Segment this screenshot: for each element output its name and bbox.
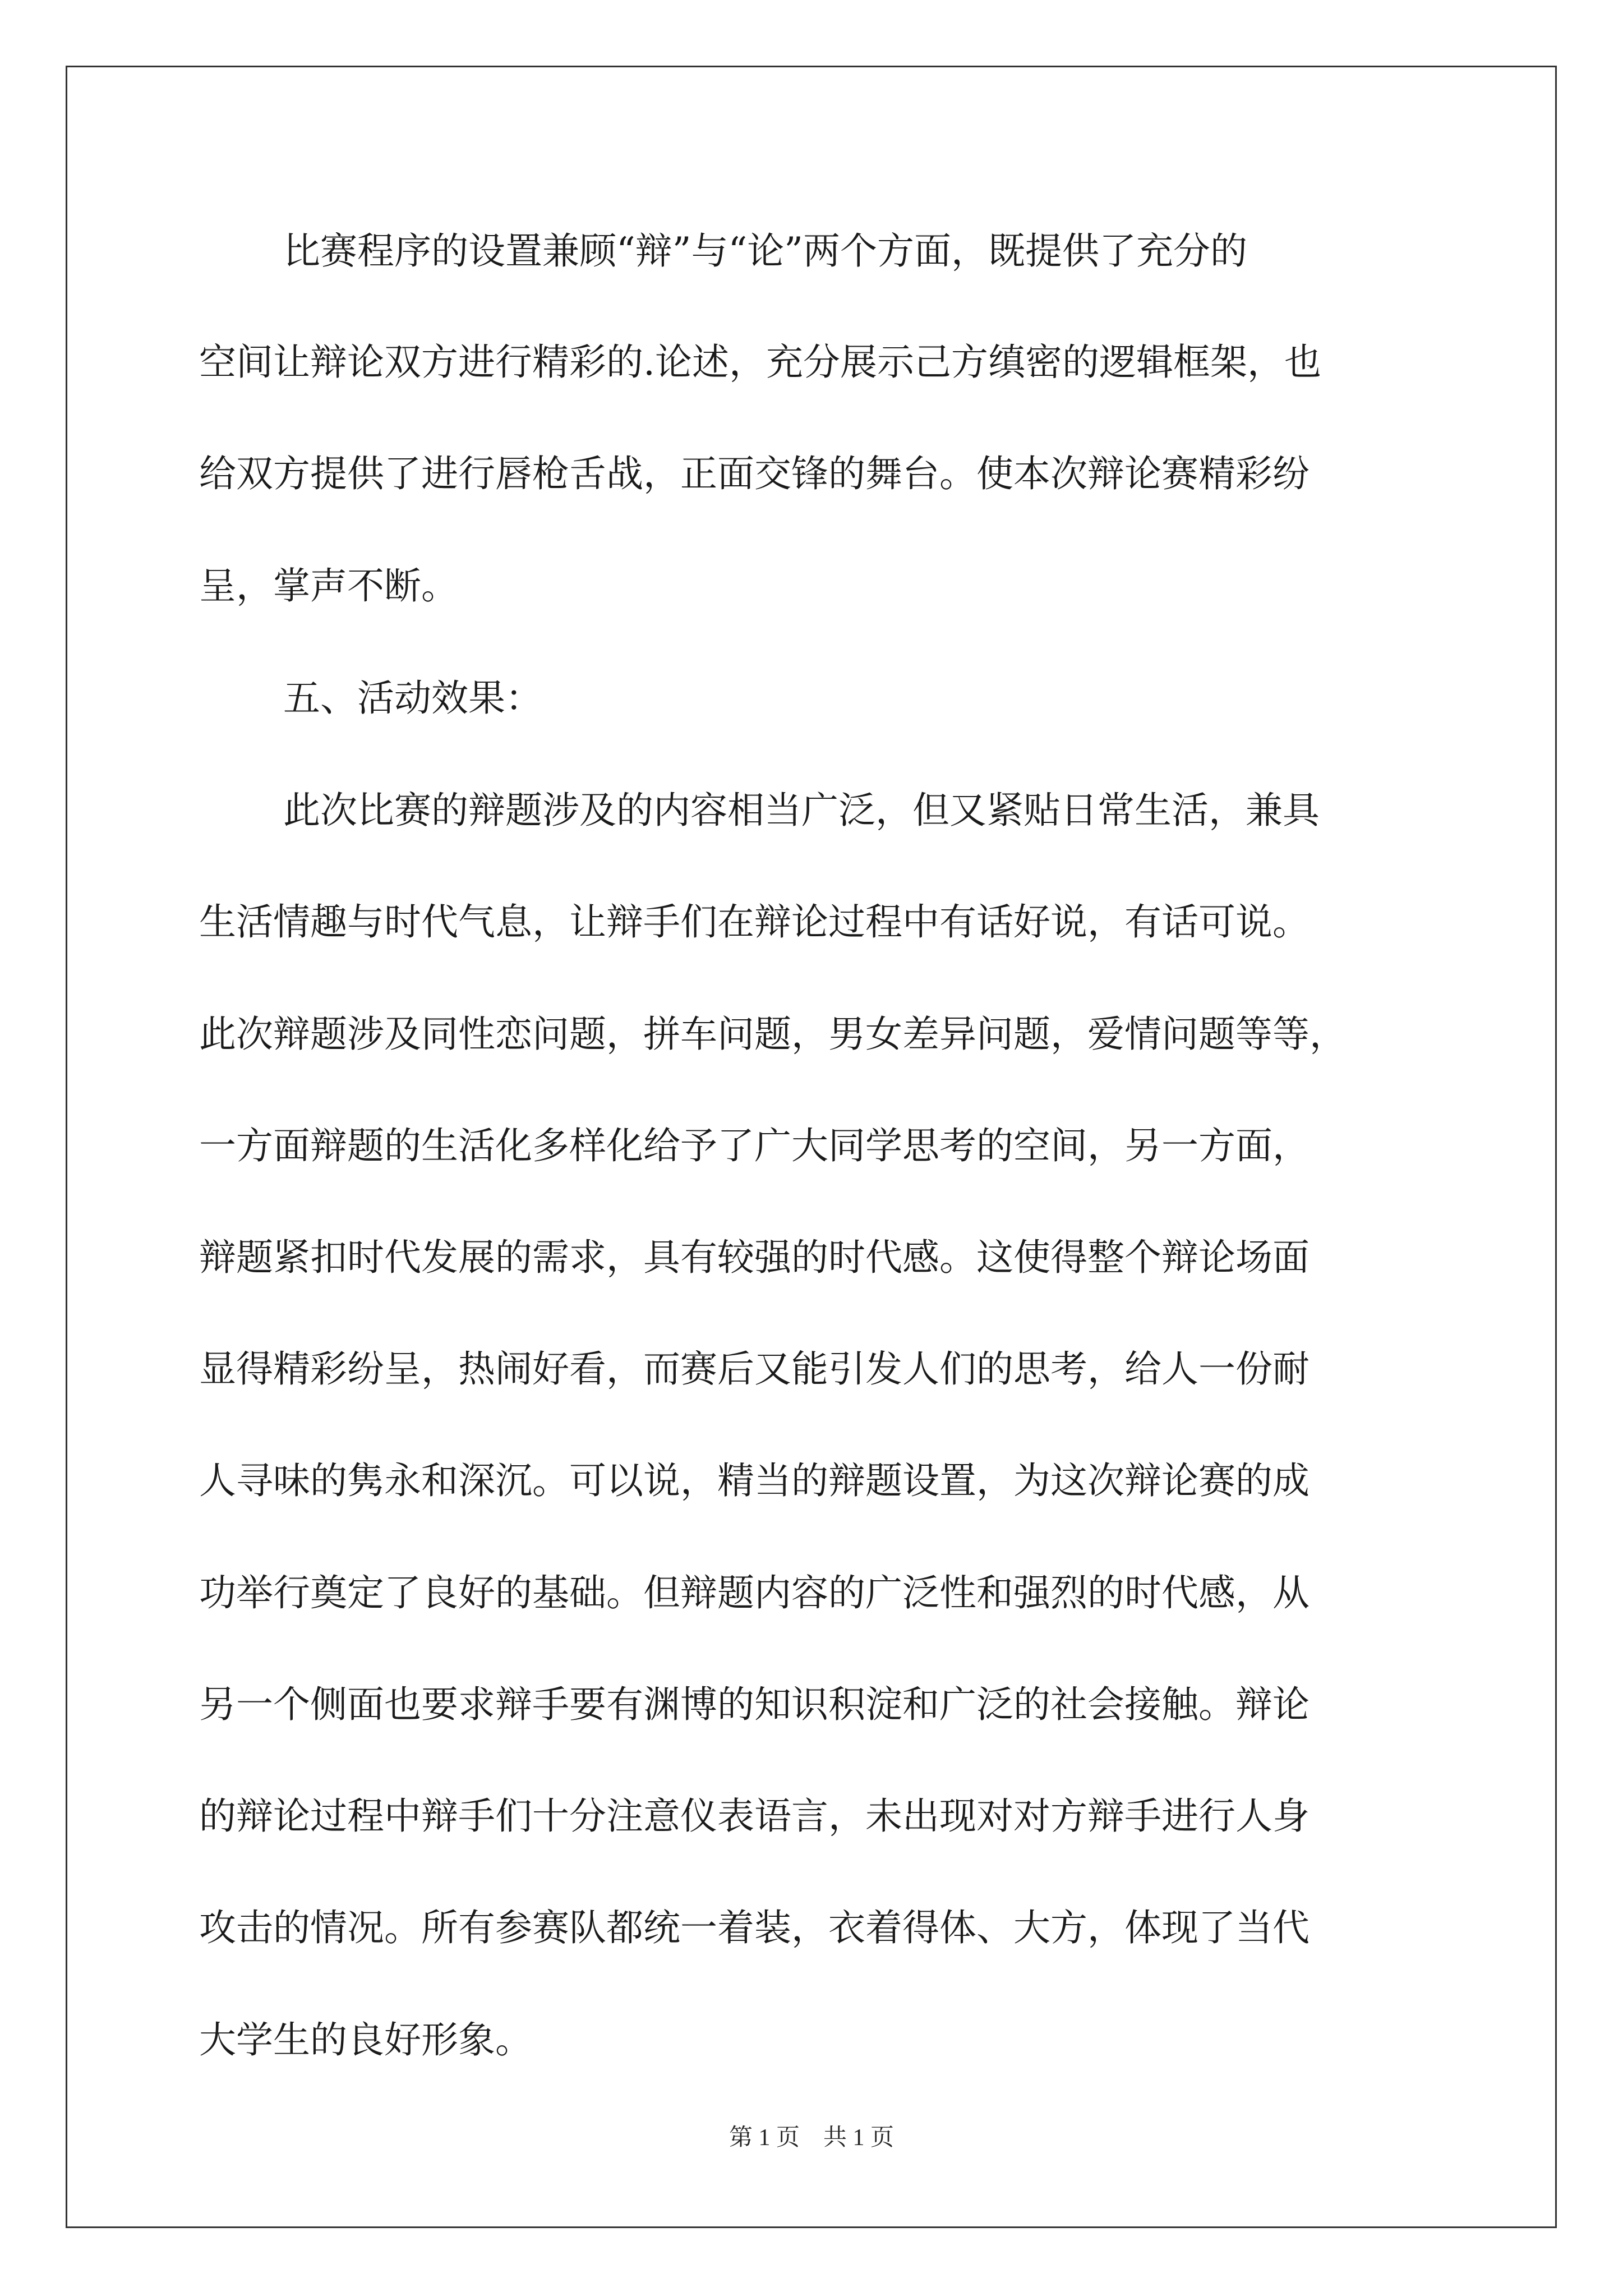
paragraph-2-line-10: 的辩论过程中辩手们十分注意仪表语言，未出现对对方辩手进行人身	[199, 1795, 1310, 1838]
paragraph-1-line-1: 比赛程序的设置兼顾“辩”与“论”两个方面，既提供了充分的	[283, 229, 1247, 273]
section-heading: 五、活动效果：	[283, 677, 542, 720]
paragraph-2-line-2: 生活情趣与时代气息，让辩手们在辩论过程中有话好说，有话可说。	[199, 900, 1310, 944]
paragraph-1-line-2: 空间让辩论双方进行精彩的.论述，充分展示己方缜密的逻辑框架，也	[199, 341, 1321, 384]
paragraph-2-line-11: 攻击的情况。所有参赛队都统一着装，衣着得体、大方，体现了当代	[199, 1906, 1310, 1949]
paragraph-2-line-1: 此次比赛的辩题涉及的内容相当广泛，但又紧贴日常生活，兼具	[283, 789, 1320, 832]
page-number-footer: 第 1 页 共 1 页	[728, 2125, 894, 2151]
paragraph-2-line-5: 辩题紧扣时代发展的需求，具有较强的时代感。这使得整个辩论场面	[199, 1236, 1310, 1279]
paragraph-1-line-4: 呈，掌声不断。	[199, 564, 458, 608]
paragraph-2-line-9: 另一个侧面也要求辩手要有渊博的知识积淀和广泛的社会接触。辩论	[199, 1683, 1310, 1726]
paragraph-2-line-8: 功举行奠定了良好的基础。但辩题内容的广泛性和强烈的时代感，从	[199, 1571, 1310, 1614]
paragraph-2-line-6: 显得精彩纷呈，热闹好看，而赛后又能引发人们的思考，给人一份耐	[199, 1347, 1310, 1391]
paragraph-1-line-3: 给双方提供了进行唇枪舌战，正面交锋的舞台。使本次辩论赛精彩纷	[199, 452, 1310, 495]
paragraph-2-line-4: 一方面辩题的生活化多样化给予了广大同学思考的空间，另一方面，	[199, 1124, 1310, 1167]
paragraph-2-line-3: 此次辩题涉及同性恋问题，拼车问题，男女差异问题，爱情问题等等，	[199, 1013, 1347, 1056]
paragraph-2-line-7: 人寻味的隽永和深沉。可以说，精当的辩题设置，为这次辩论赛的成	[199, 1459, 1310, 1502]
paragraph-2-line-12: 大学生的良好形象。	[199, 2018, 532, 2062]
